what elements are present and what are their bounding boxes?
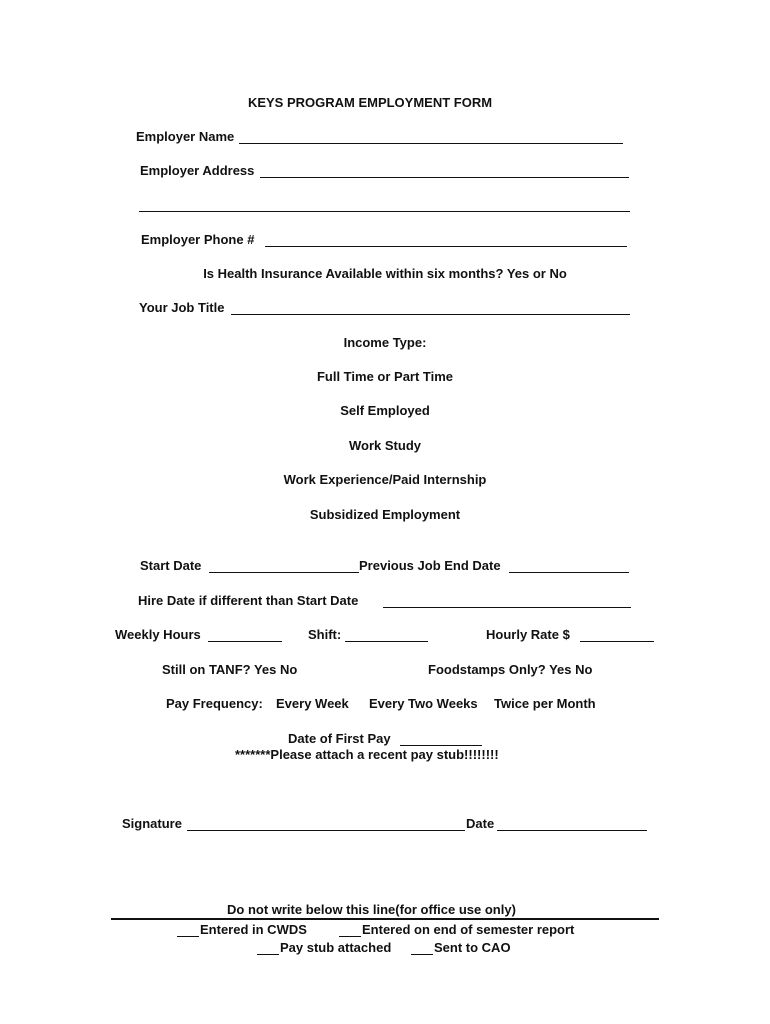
income-option-full-part-time: Full Time or Part Time bbox=[316, 369, 454, 384]
office-use-divider bbox=[111, 918, 659, 920]
employer-name-field[interactable] bbox=[239, 143, 623, 144]
income-option-work-experience: Work Experience/Paid Internship bbox=[283, 472, 487, 487]
income-option-work-study: Work Study bbox=[349, 438, 421, 453]
start-date-label: Start Date bbox=[140, 558, 202, 573]
weekly-hours-field[interactable] bbox=[208, 641, 282, 642]
job-title-label: Your Job Title bbox=[139, 300, 225, 315]
hourly-rate-label: Hourly Rate $ bbox=[486, 627, 570, 642]
form-title: KEYS PROGRAM EMPLOYMENT FORM bbox=[247, 95, 493, 110]
date-first-pay-field[interactable] bbox=[400, 745, 482, 746]
hourly-rate-field[interactable] bbox=[580, 641, 654, 642]
pay-stub-checkline[interactable] bbox=[257, 954, 279, 955]
income-option-subsidized: Subsidized Employment bbox=[309, 507, 461, 522]
previous-job-end-field[interactable] bbox=[509, 572, 629, 573]
employer-phone-field[interactable] bbox=[265, 246, 627, 247]
employer-name-label: Employer Name bbox=[136, 129, 235, 144]
employer-address-line2-field[interactable] bbox=[139, 211, 630, 212]
attach-pay-stub-note: *******Please attach a recent pay stub!!!!!!!! bbox=[235, 747, 499, 762]
date-label: Date bbox=[466, 816, 495, 831]
pay-option-every-two-weeks: Every Two Weeks bbox=[369, 696, 478, 711]
pay-stub-label: Pay stub attached bbox=[280, 940, 392, 955]
pay-option-twice-per-month: Twice per Month bbox=[494, 696, 596, 711]
hire-date-label: Hire Date if different than Start Date bbox=[138, 593, 359, 608]
employer-address-field[interactable] bbox=[260, 177, 629, 178]
entered-semester-label: Entered on end of semester report bbox=[362, 922, 575, 937]
income-option-self-employed: Self Employed bbox=[340, 403, 430, 418]
entered-cwds-checkline[interactable] bbox=[177, 936, 199, 937]
signature-label: Signature bbox=[122, 816, 182, 831]
employer-phone-label: Employer Phone # bbox=[141, 232, 255, 247]
sent-cao-label: Sent to CAO bbox=[434, 940, 511, 955]
employer-address-label: Employer Address bbox=[140, 163, 255, 178]
job-title-field[interactable] bbox=[231, 314, 630, 315]
signature-field[interactable] bbox=[187, 830, 465, 831]
foodstamps-question: Foodstamps Only? Yes No bbox=[428, 662, 593, 677]
entered-cwds-label: Entered in CWDS bbox=[200, 922, 307, 937]
tanf-question: Still on TANF? Yes No bbox=[162, 662, 298, 677]
weekly-hours-label: Weekly Hours bbox=[115, 627, 201, 642]
hire-date-field[interactable] bbox=[383, 607, 631, 608]
date-first-pay-label: Date of First Pay bbox=[288, 731, 391, 746]
shift-label: Shift: bbox=[308, 627, 342, 642]
pay-option-every-week: Every Week bbox=[276, 696, 349, 711]
date-field[interactable] bbox=[497, 830, 647, 831]
sent-cao-checkline[interactable] bbox=[411, 954, 433, 955]
shift-field[interactable] bbox=[345, 641, 428, 642]
previous-job-end-label: Previous Job End Date bbox=[359, 558, 501, 573]
income-type-heading: Income Type: bbox=[343, 335, 427, 350]
office-use-heading: Do not write below this line(for office use only) bbox=[227, 902, 516, 917]
pay-frequency-label: Pay Frequency: bbox=[166, 696, 263, 711]
entered-semester-checkline[interactable] bbox=[339, 936, 361, 937]
start-date-field[interactable] bbox=[209, 572, 359, 573]
health-insurance-question: Is Health Insurance Available within six months? Yes or No bbox=[203, 266, 567, 281]
